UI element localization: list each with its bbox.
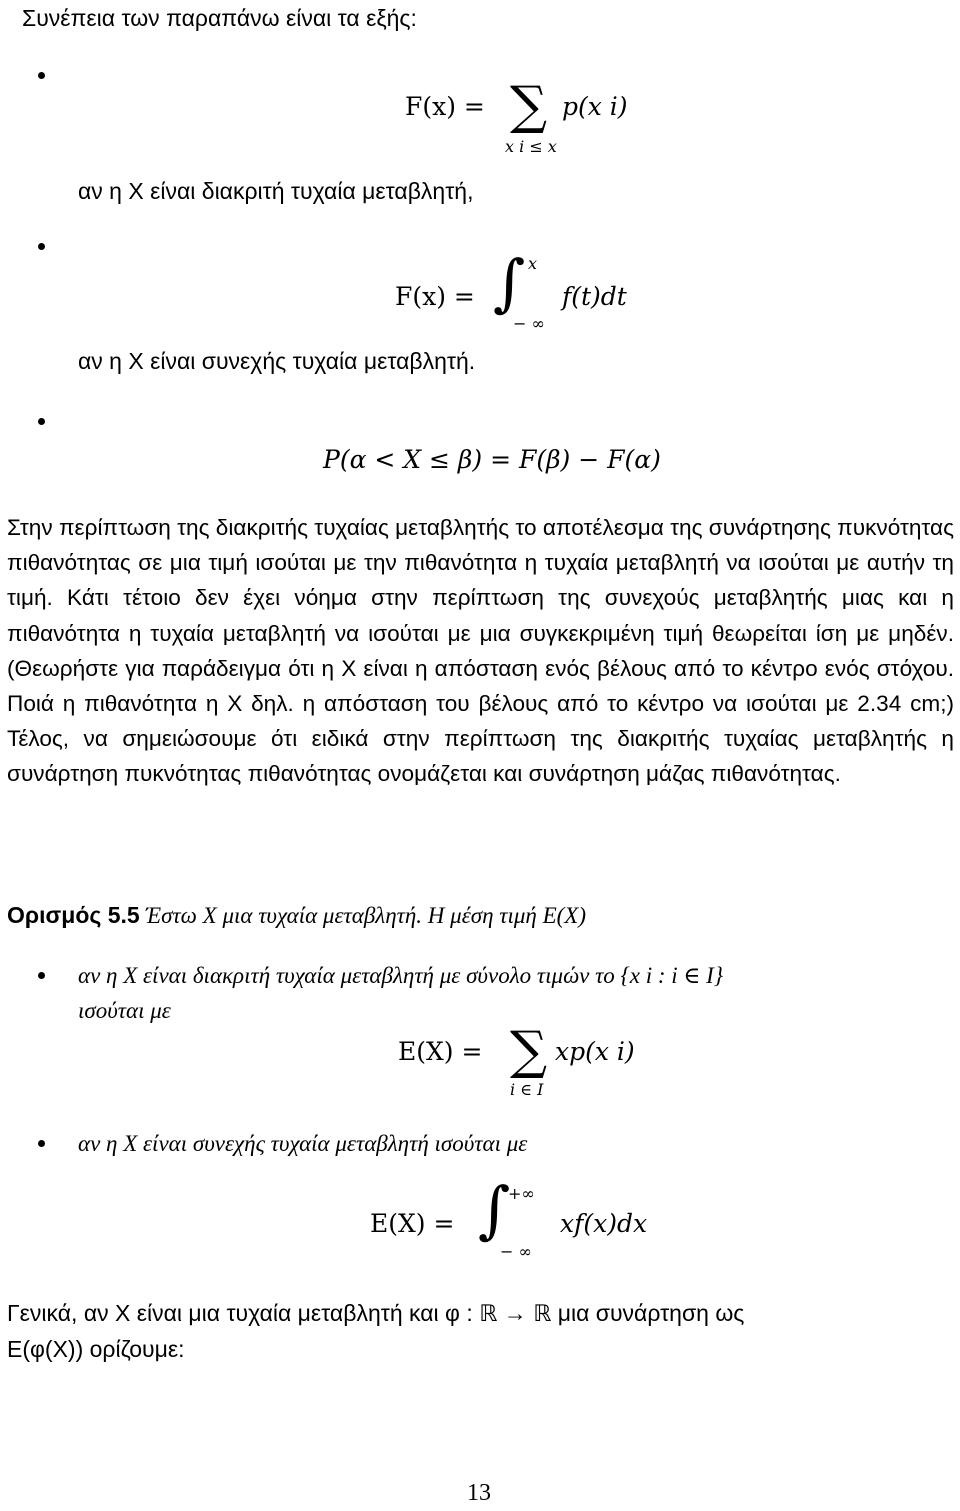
- definition-label: Ορισμός 5.5: [7, 902, 140, 928]
- formula-lhs: E(X) =: [398, 1037, 483, 1066]
- closing-line: Γενικά, αν X είναι μια τυχαία μεταβλητή και φ : ℝ → ℝ μια συνάρτηση ως: [7, 1300, 745, 1326]
- integral-lower: − ∞: [513, 314, 545, 333]
- bullet: [38, 72, 45, 79]
- formula-rhs: xp(x i): [555, 1037, 635, 1066]
- def-item-line: ισούται με: [78, 998, 171, 1023]
- page-number: 13: [467, 1480, 491, 1506]
- intro-text: Συνέπεια των παραπάνω είναι τα εξής:: [22, 5, 417, 31]
- formula-rhs: xf(x)dx: [560, 1209, 648, 1238]
- item-text: αν η X είναι συνεχής τυχαία μεταβλητή.: [78, 348, 476, 374]
- formula-lhs: F(x) =: [395, 282, 475, 311]
- item-text: αν η X είναι διακριτή τυχαία μεταβλητή,: [78, 178, 474, 204]
- probability-formula: P(α < X ≤ β) = F(β) − F(α): [323, 445, 661, 474]
- integral-lower: − ∞: [500, 1242, 532, 1261]
- integral-upper: x: [528, 254, 538, 273]
- def-item-line: αν η X είναι συνεχής τυχαία μεταβλητή ισούται με: [78, 1131, 528, 1156]
- definition-heading: [7, 902, 586, 929]
- formula-rhs: f(t)dt: [562, 282, 627, 311]
- sum-symbol: ∑: [510, 76, 548, 136]
- sum-subscript: x i ≤ x: [505, 137, 557, 156]
- formula-lhs: F(x) =: [405, 92, 485, 121]
- formula-lhs: E(X) =: [370, 1209, 455, 1238]
- integral-symbol: ∫: [493, 246, 526, 319]
- body-paragraph: Στην περίπτωση της διακριτής τυχαίας μεταβλητής το αποτέλεσμα της συνάρτησης πυκνότητας πιθανότητας σε μια τιμή ισούται με την πιθανότητα η τυχαία μεταβλητή να ισούται με αυτήν τη τιμή. Κάτι τέτοιο δεν έχει νόημα στην περίπτωση της συνεχούς μεταβλητής μιας και η πιθανότητα η τυχαία μεταβλητή να ισούται με μια συγκεκριμένη τιμή θεωρείται ίση με μηδέν. (Θεωρήστε για παράδειγμα ότι η X είναι η απόσταση ενός βέλους από το κέντρο ενός στόχου. Ποιά η πιθανότητα η X δηλ. η απόσταση του βέλους από το κέντρο να ισούται με 2.34 cm;) Τέλος, να σημειώσουμε ότι ειδικά στην περίπτωση της διακριτής τυχαίας μεταβλητής η συνάρτηση πυκνότητας πιθανότητας ονομάζεται και συνάρτηση μάζας πιθανότητας.: [7, 515, 954, 787]
- sum-symbol: ∑: [510, 1021, 548, 1081]
- definition-text: Έστω X μια τυχαία μεταβλητή. Η μέση τιμή E(X): [145, 903, 587, 928]
- closing-line: E(φ(X)) ορίζουμε:: [7, 1336, 185, 1362]
- sum-subscript: i ∈ I: [510, 1080, 544, 1099]
- formula-rhs: p(x i): [562, 92, 628, 121]
- bullet: [38, 243, 45, 250]
- bullet: [38, 418, 45, 425]
- def-item-line: αν η X είναι διακριτή τυχαία μεταβλητή με σύνολο τιμών το {x i : i ∈ I}: [78, 963, 724, 988]
- integral-symbol: ∫: [478, 1173, 511, 1246]
- bullet: [38, 972, 45, 979]
- integral-upper: +∞: [508, 1184, 535, 1203]
- bullet: [38, 1140, 45, 1147]
